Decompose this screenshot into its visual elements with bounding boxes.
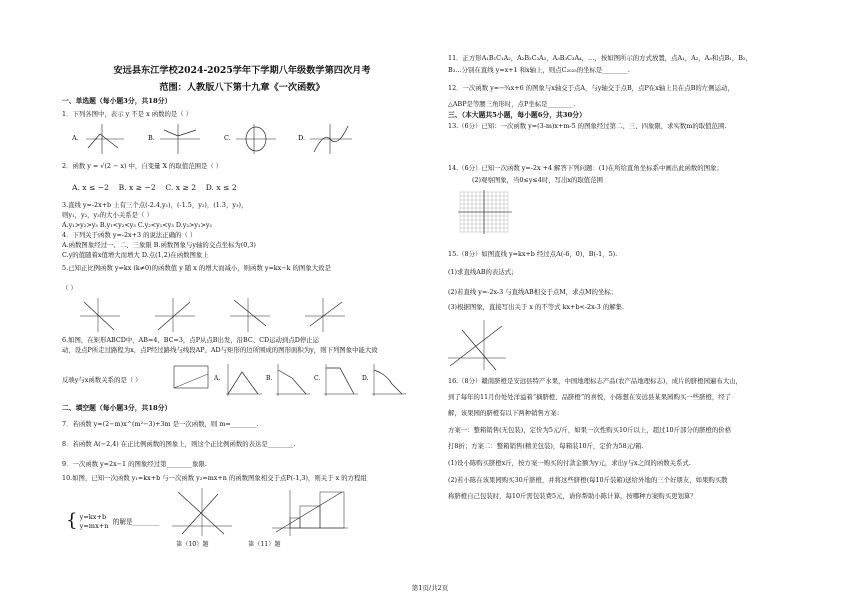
question-5b: （ ） bbox=[62, 284, 77, 292]
question-10: 10.如图，已知一次函数 y₁=kx+b 与一次函数 y₂=mx+n 的函数图象相交于点P(-1,3)，则关于 x 的方程组 bbox=[62, 474, 367, 482]
question-6: 6.如图，在矩形ABCD中，AB=4，BC=3，点P从点B出发，沿BC、CD运动到点D停止运 bbox=[62, 336, 320, 344]
question-16g: (2)若小陈在该果园购买30斤脐橙，并将这些脐橙(每10斤装箱)送给外地的三个好朋友，如果购买散 bbox=[448, 476, 728, 484]
question-15-3: (3)根据图象，直接写出关于 x 的不等式 kx+b<-2x-3 的解集. bbox=[448, 303, 625, 311]
q10-eq1: y=kx+b bbox=[79, 513, 107, 522]
q1-graph-c bbox=[224, 124, 276, 154]
question-12b: △ABP是等腰三角形时，点P坐标是________. bbox=[448, 100, 576, 108]
question-16d: 方案一：整箱销售(无包装)，定价为5元/斤，如果一次性购买10斤以上，超过10斤部分的脐橙的价格 bbox=[448, 426, 732, 434]
q4-options-cd: C.y的值随着x值增大而增大 D.点(1,2)在函数图象上 bbox=[62, 251, 209, 259]
q1-opt-a-label: A. bbox=[72, 134, 79, 142]
q2-opt-c: C. x ≥ 2 bbox=[165, 183, 197, 192]
q10-eq2: y=mx+n bbox=[79, 522, 109, 530]
question-1: 1．下列各图中，表示 y 不是 x 函数的是（ ） bbox=[62, 110, 193, 118]
q5-graph-b bbox=[155, 298, 195, 332]
question-6b: 动，设点P所走过路程为x，点P经过路线与线段AP、AD与矩形的边所围成的图形面积为y，则下列图象中能大致 bbox=[62, 346, 378, 354]
q5-figures bbox=[70, 296, 370, 334]
q10-system: { y=kx+b y=mx+n 的解是________ bbox=[66, 510, 159, 531]
question-12: 12．一次函数 y=−¾x+6 的图象与x轴交于点A，与y轴交于点B，点P在x轴上且在点B的左侧运动， bbox=[448, 84, 734, 92]
q2-options bbox=[72, 182, 237, 193]
question-11b: B₃…分别在直线 y=x+1 和x轴上，则点C₂₀₂₅的坐标是________. bbox=[448, 66, 630, 74]
q6-graph-d bbox=[362, 364, 406, 396]
question-5: 5.已知正比例函数 y=kx (k≠0)的函数值 y 随 x 的增大而减小，则函数 y=kx−k 的图象大致是 bbox=[62, 264, 331, 272]
q4-options-ab: A.函数图象经过一、二、三象限 B.函数图象与y轴的交点坐标为(0,3) bbox=[62, 241, 256, 249]
question-2: 2．函数 y = √(2 − x) 中，自变量 X 的取值范围是（ ） bbox=[62, 162, 223, 170]
q1-figures bbox=[72, 122, 372, 156]
question-15-2: (2)若直线 y=-2x-3 与直线AB相交于点M，求点M的坐标； bbox=[448, 288, 618, 296]
page-footer: 第1页/共2页 bbox=[411, 584, 449, 592]
q5-graph-d bbox=[305, 298, 345, 332]
question-16b: 到了每年的11月份处处洋溢着“摘脐橙、品脐橙”的喜悦，小陈想在安远县某果园购买一些脐橙，经了 bbox=[448, 393, 732, 401]
q10-graph bbox=[172, 488, 232, 536]
question-13: 13.（6分）已知：一次函数 y=(3-m)x+m-5 的图象经过第二、三、四象限，求实数m的取值范围. bbox=[448, 122, 727, 130]
q6-graph-b bbox=[266, 364, 310, 396]
question-3: 3.直线 y=-2x+b 上有三个点(-2.4,y₁)，(-1.5，y₂)，(1.3，y₃)， bbox=[62, 201, 248, 209]
question-15: 15.（8分）如图直线 y=kx+b 经过点A(-6，0)，B(-1，5). bbox=[448, 250, 618, 258]
q5-graph-a bbox=[80, 298, 120, 332]
question-8: 8．若函数 A(−2,4) 在正比例函数的图象上，则这个正比例函数的表达是________. bbox=[62, 440, 296, 448]
q6-opt-b-label: B. bbox=[266, 375, 273, 382]
question-6c: 反映y与x函数关系的是（ ） bbox=[62, 376, 142, 384]
q11-graph bbox=[272, 490, 348, 536]
q10-q11-figures bbox=[172, 488, 352, 538]
q1-graph-a bbox=[72, 124, 124, 154]
q6-opt-d-label: D. bbox=[362, 375, 369, 382]
question-15-1: (1)求直线AB的表达式； bbox=[448, 268, 518, 276]
q1-opt-d-label: D. bbox=[298, 134, 306, 142]
question-3b: 则y₁，y₂，y₃的大小关系是（ ） bbox=[62, 211, 153, 219]
question-7: 7．若函数 y=(2−m)x^(m²−3)+3m 是一次函数，则 m=________. bbox=[62, 420, 259, 428]
q1-opt-b-label: B. bbox=[148, 134, 155, 142]
q5-graph-c bbox=[230, 298, 270, 332]
question-16h: 称脐橙自己包装时，每10斤需包装费5元，请你帮助小陈计算，按哪种方案购买更划算？ bbox=[448, 492, 697, 500]
q6-opt-c-label: C. bbox=[314, 375, 321, 382]
q1-graph-d bbox=[298, 124, 352, 154]
question-16f: (1)设小陈购买脐橙x斤，按方案一购买的付款金额为y元，求出y与x之间的函数关系式. bbox=[448, 459, 691, 467]
q14-coordinate-grid bbox=[456, 190, 516, 236]
q3-options: A.y₁>y₂>y₃ B.y₁<y₂<y₃ C.y₂<y₁<y₃ D.y₂>y₁>y₃ bbox=[62, 221, 212, 229]
question-9: 9．一次函数 y=2x−1 的图象经过第________象限. bbox=[62, 460, 207, 468]
q2-opt-a: A. x ≤ −2 bbox=[72, 183, 109, 192]
caption-q11: 第（11）题 bbox=[248, 541, 281, 548]
section1-heading: 一、单选题（每小题3分，共18分） bbox=[62, 97, 172, 105]
question-4: 4．下列关于函数 y=-2x+3 的说法正确的（ ） bbox=[62, 231, 197, 239]
question-11: 11．正方形A₁B₁C₁A₂，A₂B₂C₂A₃，A₃B₃C₃A₄，…，按如图所示的方式放置，点A₁，A₂，A₃和点B₁，B₂， bbox=[448, 54, 752, 62]
q6-rectangle-figure bbox=[174, 366, 208, 388]
page-subtitle: 范围：人教版八下第十九章《一次函数》 bbox=[159, 82, 325, 93]
q6-graph-c bbox=[314, 364, 358, 396]
q6-graph-a bbox=[213, 364, 262, 396]
caption-q10: 第（10）题 bbox=[176, 541, 209, 548]
q10-tail: 的解是________ bbox=[112, 518, 159, 526]
q6-opt-a-label: A. bbox=[214, 375, 221, 382]
q6-figures bbox=[170, 360, 410, 400]
page-title: 安远县东江学校2024-2025学年下学期八年级数学第四次月考 bbox=[113, 65, 371, 76]
section2-heading: 二、填空题（每小题3分，共18分） bbox=[62, 404, 172, 412]
q15-figure bbox=[448, 320, 508, 372]
q2-opt-b: B. x ≥ −2 bbox=[118, 183, 156, 192]
question-14: 14.（6分）已知一次函数 y=-2x +4 解答下列问题：(1)在所给直角坐标系中画出此函数的图象； bbox=[448, 164, 723, 172]
q1-graph-b bbox=[148, 124, 200, 154]
question-16: 16.（8分）赣南脐橙是安远县特产水果，中国地理标志产品(农产品地理标志)，成片的脐橙园遍布大山， bbox=[448, 377, 743, 385]
question-16e: 打8折；方案二：整箱销售(精美包装)，每箱装10斤，定价为58元/箱. bbox=[448, 442, 644, 450]
section3-heading: 三、（本大题共5小题，每小题6分，共30分） bbox=[448, 111, 586, 119]
question-16c: 解，该果园的脐橙有以下两种销售方案： bbox=[448, 409, 564, 417]
question-14b: (2)观察图象，当0≤y≤4时，写出x的取值范围 bbox=[472, 176, 603, 184]
q2-opt-d: D. x ≤ 2 bbox=[205, 183, 237, 192]
q1-opt-c-label: C. bbox=[224, 134, 231, 142]
